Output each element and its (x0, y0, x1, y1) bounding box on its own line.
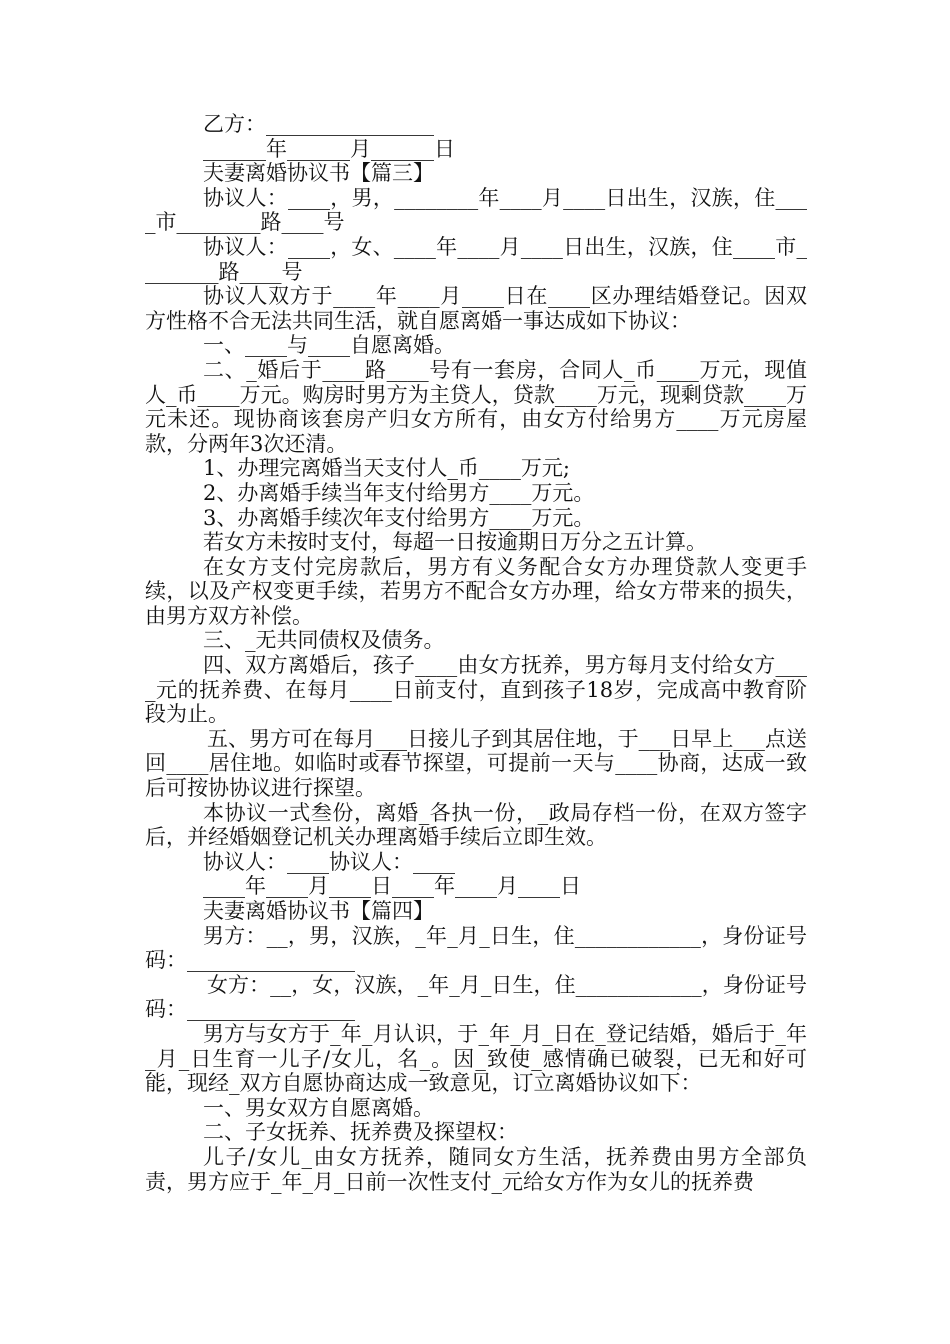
effectiveness-clause: 本协议一式叁份，离婚_各执一份，_政局存档一份，在双方签字后，并经婚姻登记机关办理离婚手续后立即生效。 (145, 800, 807, 850)
wife-info: 女方：__，女，汉族，_年_月_日生，住____________，身份证号码：________________ (145, 972, 807, 1022)
clause-two-property: 二、_婚后于____路____号有一套房，合同人_币____万元，现值人_币____万元。购房时男方为主贷人，贷款____万元，现剩贷款____万元未还。现协商该套房产归女方所有，由女方付给男方____万元房屋款，分两年3次还清。 (145, 357, 807, 456)
clause-five-visitation: 五、男方可在每月___日接儿子到其居住地，于___日早上___点送回____居住地。如临时或春节探望，可提前一天与____协商，达成一致后可按协协议进行探望。 (145, 726, 807, 801)
payment-item-1: 1、办理完离婚当天支付人_币____万元; (203, 456, 570, 481)
clause-four-custody: 四、双方离婚后，孩子____由女方抚养，男方每月支付给女方____元的抚养费、在每月____日前支付，直到孩子18岁，完成高中教育阶段为止。 (145, 653, 807, 727)
marriage-background: 男方与女方于_年_月认识，于_年_月_日在_登记结婚，婚后于_年_月_日生育一儿子/女儿，名_。因_致使_感情确已破裂，已无和好可能，现经_双方自愿协商达成一致意见，订立离婚协议如下： (145, 1021, 807, 1096)
clause-voluntary-divorce: 一、男女双方自愿离婚。 (203, 1095, 434, 1120)
signatories-line: 协议人：____协议人：____ (203, 849, 455, 874)
payment-item-2: 2、办离婚手续当年支付给男方____万元。 (203, 480, 595, 505)
party-two-info: 协议人：____，女、____年____月____日出生，汉族，住____市________路____号 (145, 234, 807, 284)
signature-dates-line: ____年____月____日____年____月____日 (203, 874, 581, 899)
clause-three-debts: 三、_无共同债权及债务。 (203, 628, 445, 653)
payment-item-3: 3、办离婚手续次年支付给男方____万元。 (203, 505, 595, 530)
loan-transfer-clause: 在女方支付完房款后，男方有义务配合女方办理贷款人变更手续，以及产权变更手续，若男方不配合女方办理，给女方带来的损失，由男方双方补偿。 (145, 554, 807, 628)
party-one-info: 协议人：____，男，________年____月____日出生，汉族，住____市________路____号 (145, 185, 807, 235)
section-heading-part-three: 夫妻离婚协议书【篇三】 (203, 161, 434, 186)
child-support-detail: 儿子/女儿_由女方抚养，随同女方生活，抚养费由男方全部负责，男方应于_年_月_日前一次性支付_元给女方作为女儿的抚养费 (145, 1144, 807, 1194)
agreement-intro: 协议人双方于____年____月____日在____区办理结婚登记。因双方性格不合无法共同生活，就自愿离婚一事达成如下协议： (145, 284, 807, 333)
husband-info: 男方：__，男，汉族，_年_月_日生，住____________，身份证号码：________________ (145, 923, 807, 973)
party-b-signature-line: 乙方：________________ (203, 112, 434, 136)
late-payment-clause: 若女方未按时支付，每超一日按逾期日万分之五计算。 (203, 530, 707, 555)
clause-one: 一、____与____自愿离婚。 (203, 333, 455, 358)
document-page (145, 112, 807, 1194)
date-line: ______年______月______日 (203, 136, 455, 161)
clause-child-support-heading: 二、子女抚养、抚养费及探望权： (203, 1120, 518, 1145)
section-heading-part-four: 夫妻离婚协议书【篇四】 (203, 899, 434, 923)
